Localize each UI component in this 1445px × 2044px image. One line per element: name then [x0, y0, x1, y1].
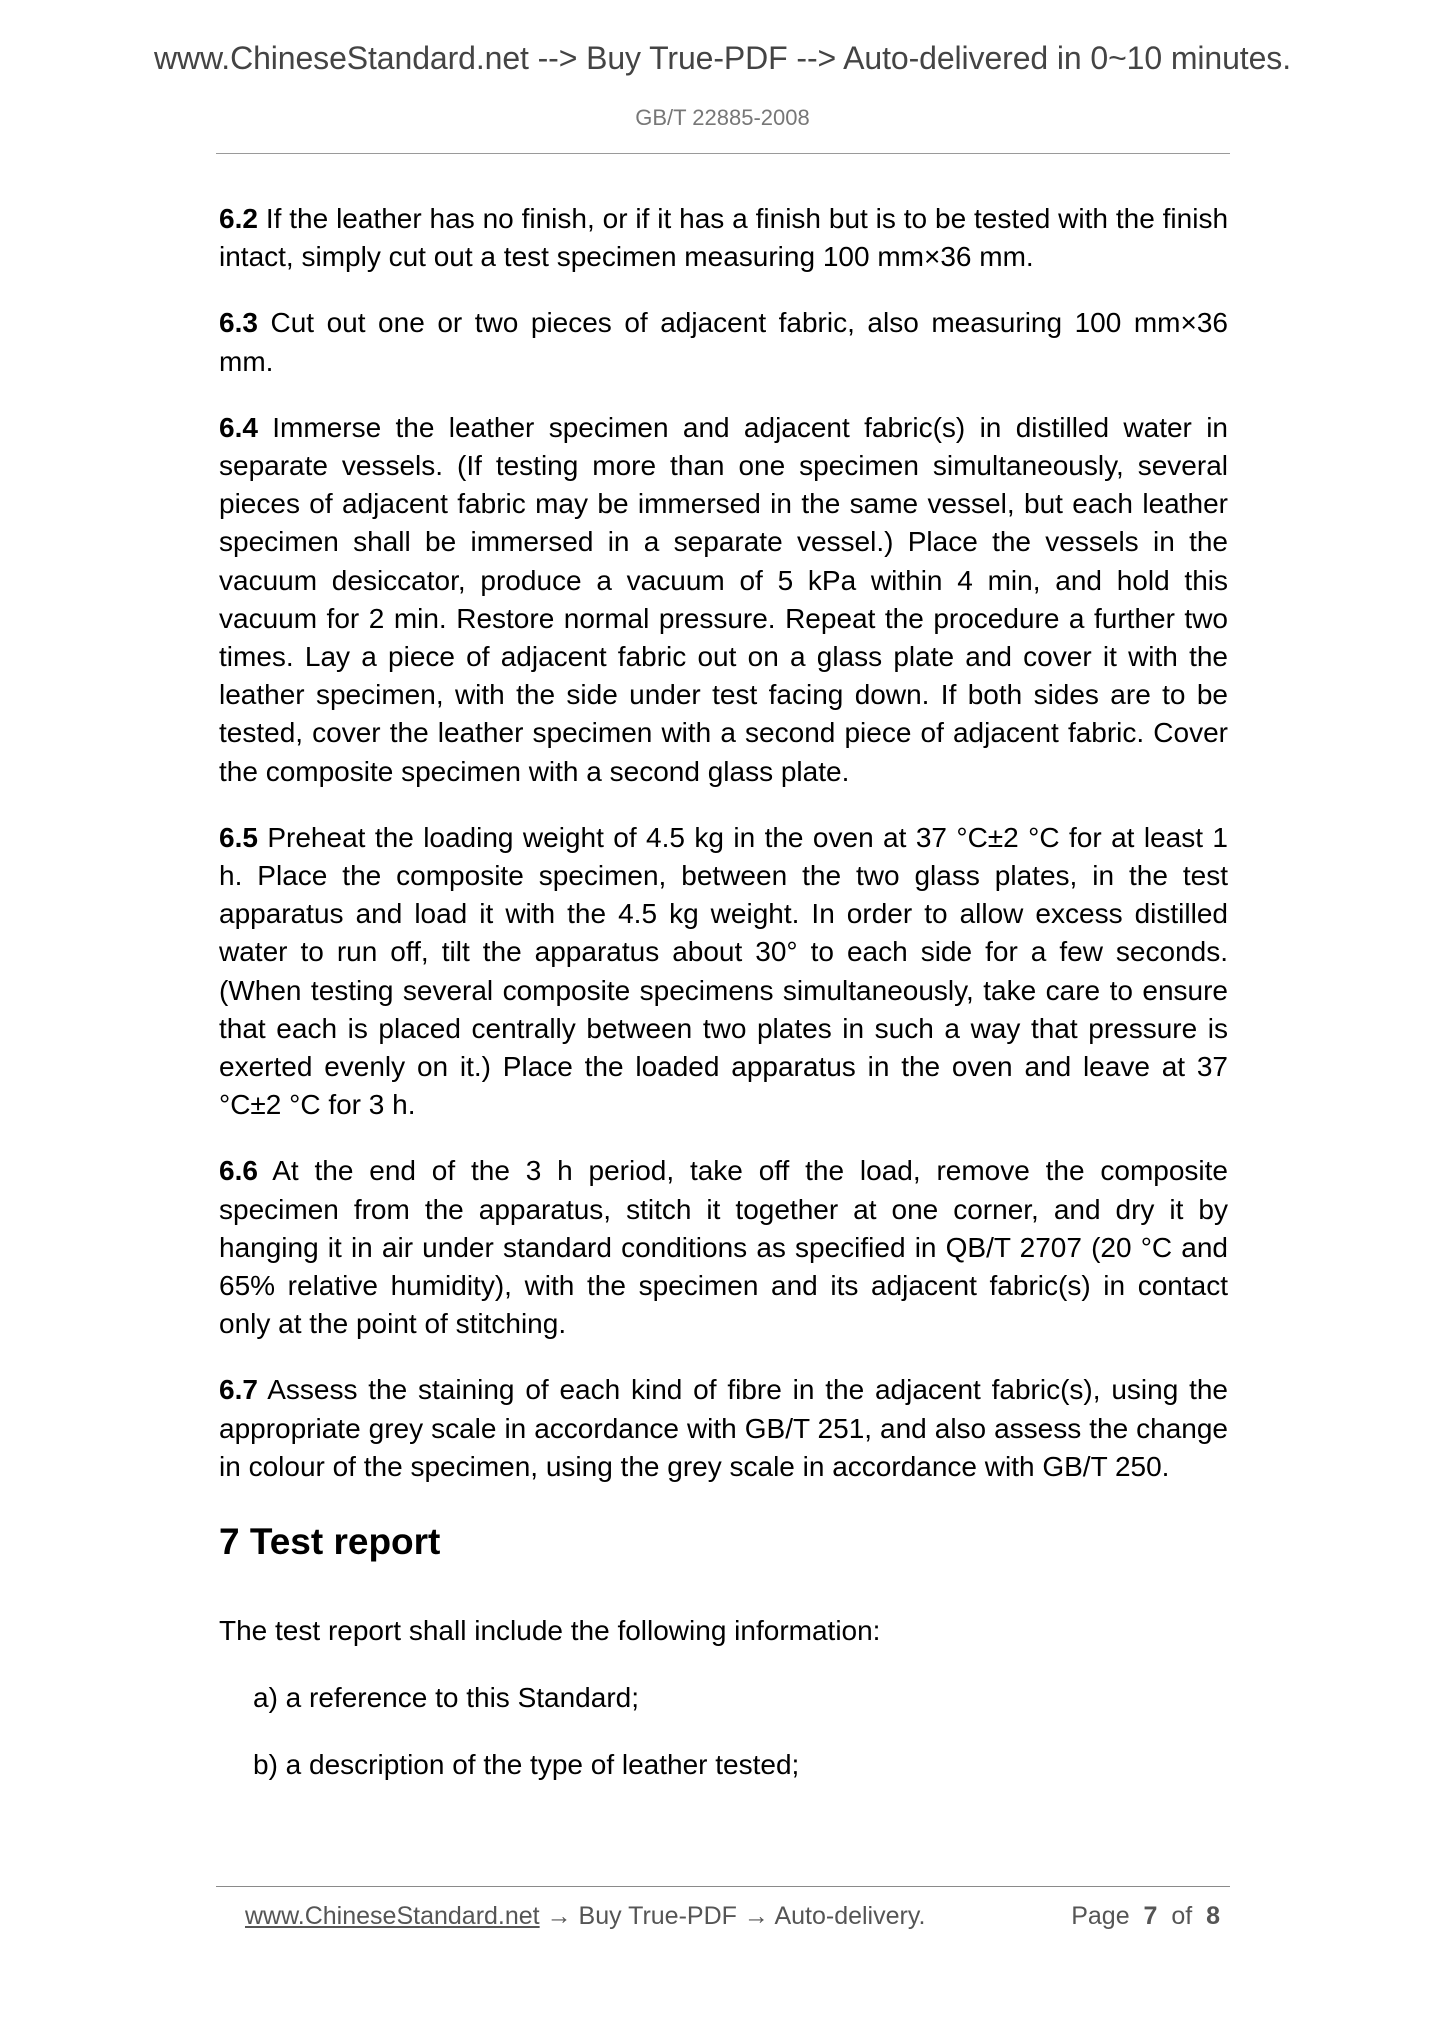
- list-item: a) a reference to this Standard;: [253, 1682, 639, 1714]
- list-item: b) a description of the type of leather tested;: [253, 1749, 800, 1781]
- page-indicator: [1071, 1900, 1220, 1932]
- page-of: of: [1171, 1902, 1193, 1930]
- clause-6-6: [219, 1152, 1228, 1343]
- top-banner: www.ChineseStandard.net --> Buy True-PDF --> Auto-delivered in 0~10 minutes.: [154, 40, 1291, 76]
- footer-divider: [216, 1886, 1230, 1887]
- clause-text: Assess the staining of each kind of fibre in the adjacent fabric(s), using the appropriate grey scale in accordance with GB/T 251, and also assess the change in colour of the specimen, using the grey scale in accordance with GB/T 250.: [219, 1374, 1228, 1482]
- chinesestandard-link[interactable]: www.ChineseStandard.net: [245, 1902, 540, 1930]
- clause-6-7: [219, 1371, 1228, 1486]
- clause-6-4: [219, 409, 1228, 791]
- arrow-right-icon: →: [743, 1902, 769, 1930]
- clause-text: At the end of the 3 h period, take off the load, remove the composite specimen from the apparatus, stitch it together at one corner, and dry it by hanging it in air under standard conditions as specified in QB/T 2707 (20 °C and 65% relative humidity), with the specimen and its adjacent fabric(s) in contact only at the point of stitching.: [219, 1155, 1228, 1340]
- arrow-right-icon: →: [546, 1902, 572, 1930]
- clause-text: Preheat the loading weight of 4.5 kg in the oven at 37 °C±2 °C for at least 1 h. Place the composite specimen, between the two glass plates, in the test apparatus and load it with the 4.5 kg weight. In order to allow excess distilled water to run off, tilt the apparatus about 30° to each side for a few seconds. (When testing several composite specimens simultaneously, take care to ensure that each is placed centrally between two plates in such a way that pressure is exerted evenly on it.) Place the loaded apparatus in the oven and leave at 37 °C±2 °C for 3 h.: [219, 821, 1228, 1121]
- footer-delivery-text: Auto-delivery.: [774, 1902, 926, 1930]
- clause-text: Cut out one or two pieces of adjacent fabric, also measuring 100 mm×36 mm.: [219, 307, 1229, 377]
- clause-number: 6.7: [219, 1374, 258, 1406]
- page-label: Page: [1071, 1902, 1130, 1930]
- test-report-intro: The test report shall include the following information:: [219, 1615, 881, 1647]
- page-total: 8: [1206, 1902, 1220, 1930]
- clause-6-3: [219, 304, 1228, 380]
- document-body: [219, 200, 1228, 1813]
- clause-text: Immerse the leather specimen and adjacent fabric(s) in distilled water in separate vessels. (If testing more than one specimen simultaneously, several pieces of adjacent fabric may be immersed in the same vessel, but each leather specimen shall be immersed in a separate vessel.) Place the vessels in the vacuum desiccator, produce a vacuum of 5 kPa within 4 min, and hold this vacuum for 2 min. Restore normal pressure. Repeat the procedure a further two times. Lay a piece of adjacent fabric out on a glass plate and cover it with the leather specimen, with the side under test facing down. If both sides are to be tested, cover the leather specimen with a second piece of adjacent fabric. Cover the composite specimen with a second glass plate.: [219, 411, 1228, 787]
- clause-number: 6.3: [219, 307, 258, 339]
- footer-buy-text: Buy True-PDF: [578, 1902, 737, 1930]
- clause-6-5: [219, 819, 1228, 1125]
- clause-number: 6.4: [219, 411, 258, 443]
- clause-number: 6.2: [219, 203, 258, 234]
- page-footer: [245, 1900, 1220, 1932]
- section-heading-test-report: 7 Test report: [219, 1521, 441, 1563]
- header-divider: [216, 153, 1230, 154]
- clause-6-2: [219, 200, 1228, 276]
- clause-number: 6.5: [219, 821, 258, 853]
- clause-number: 6.6: [219, 1155, 258, 1187]
- document-id: GB/T 22885-2008: [635, 105, 810, 130]
- page-current: 7: [1143, 1902, 1158, 1930]
- clause-text: If the leather has no finish, or if it has a finish but is to be tested with the finish intact, simply cut out a test specimen measuring 100 mm×36 mm.: [219, 203, 1229, 273]
